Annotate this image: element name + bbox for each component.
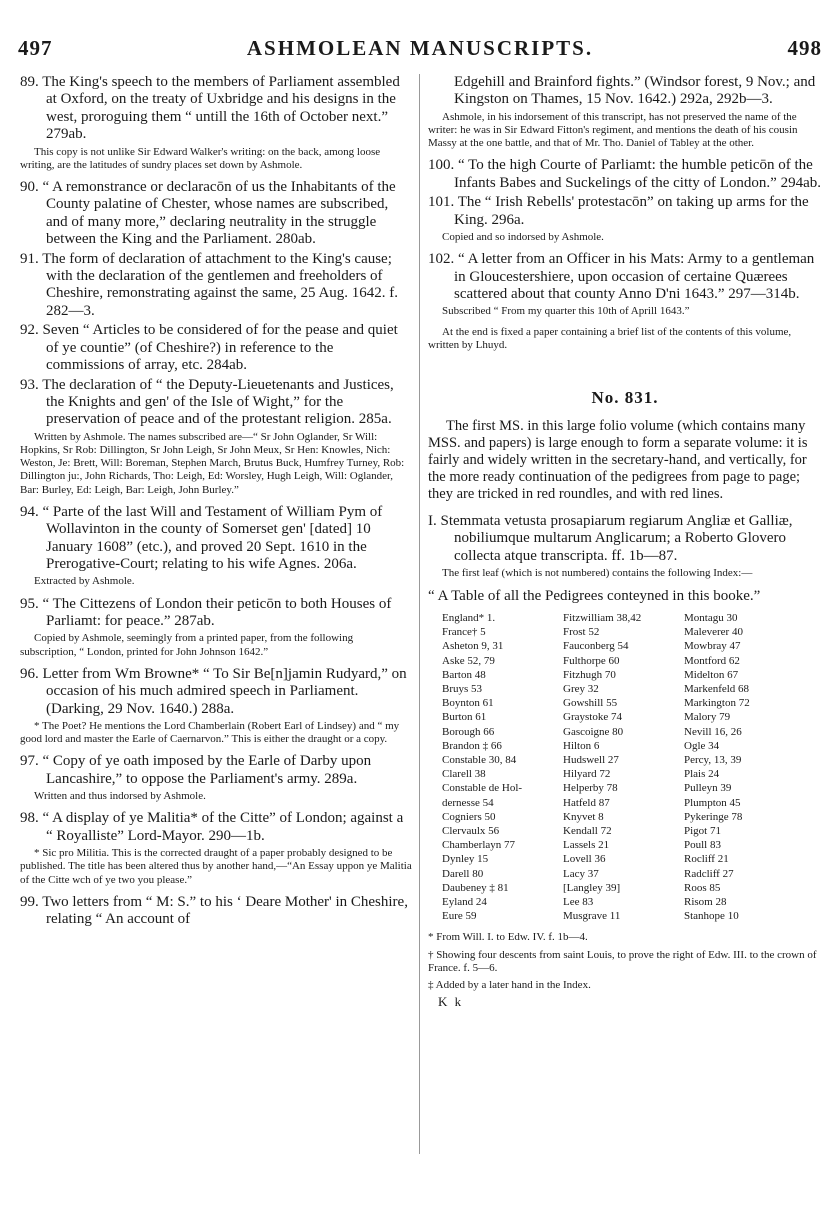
index-entry: Daubeney ‡ 81 [442, 881, 509, 894]
left-entry-7: 94. “ Parte of the last Will and Testament of William Pym of Wollavinton in the county of Somerset gen' [dated] 10 January 1608” (etc.), and proved 20 Sept. 1610 in the Prerogative-Court; relating to his wife Agnes. 206a. [20, 503, 383, 572]
index-entry: Musgrave 11 [563, 910, 621, 923]
left-entry-11: 96. Letter from Wm Browne* “ To Sir Be[n]jamin Rudyard,” on occasion of his much admired speech in Parliament. (Darking, 29 Nov. 1640.) 288a. [20, 665, 407, 717]
index-table-title: “ A Table of all the Pedigrees conteyned in this booke.” [428, 587, 761, 604]
index-entry: Darell 80 [442, 867, 484, 880]
left-entry-17: 99. Two letters from “ M: S.” to his ‘ Deare Mother' in Cheshire, relating “ An account of [20, 893, 408, 928]
index-entry: Clervaulx 56 [442, 824, 500, 837]
index-entry: Lacy 37 [563, 867, 599, 880]
index-entry: Fauconberg 54 [563, 640, 629, 653]
index-entry: Kendall 72 [563, 824, 612, 837]
index-entry: Pulleyn 39 [684, 782, 732, 795]
index-entry: Malory 79 [684, 711, 731, 724]
index-entry: Helperby 78 [563, 782, 618, 795]
index-entry: [Langley 39] [563, 881, 621, 894]
index-entry: Grey 32 [563, 682, 599, 695]
left-note-1: This copy is not unlike Sir Edward Walker's writing: on the back, among loose writing, are the latitudes of sundry places set down by Ashmole. [20, 145, 381, 171]
pedigree-index [442, 611, 822, 923]
index-entry: Lovell 36 [563, 853, 606, 866]
left-entry-4: 92. Seven “ Articles to be considered of for the pease and quiet of ye countie” (of Cheshire?) in reference to the commissions of array, etc. 284ab. [20, 322, 398, 374]
left-note-10: Copied by Ashmole, seemingly from a printed paper, from the following subscription, “ London, printed for John Johnson 1642.” [20, 632, 354, 658]
index-entry: Hudswell 27 [563, 753, 619, 766]
left-note-16: * Sic pro Militia. This is the corrected draught of a paper probably designed to be published. The title has been altered thus by another hand,—“An Essay uppon ye Malitia of the Citte wch of ye two you please.” [20, 847, 412, 886]
footnotes [428, 931, 822, 992]
index-entry: Ogle 34 [684, 739, 720, 752]
index-entry: Constable 30, 84 [442, 753, 517, 766]
index-entry: Pigot 71 [684, 824, 721, 837]
item-stemmata-note: The first leaf (which is not numbered) contains the following Index:— [442, 567, 753, 580]
index-entry: Radcliff 27 [684, 867, 734, 880]
left-note-6: Written by Ashmole. The names subscribed are—“ Sr John Oglander, Sr Will: Hopkins, Sr Rob: Dillington, Sr John Leigh, Sr John Meux, Sr Hen: Knowles, Nich: Weston, Je: Brett, Will: Boreman, Stephen March, Brutus Buck, Humfrey Turney, Rob: Dillington ju:, John Richards, Tho: Leigh, Ed: Worsley, Hugh Leigh, Will: Oglander, Bar: Burley, Ed: Leigh, Bar: Leigh, John Burley.” [20, 430, 405, 496]
index-column-1 [442, 611, 563, 923]
index-entry: Eure 59 [442, 910, 477, 923]
left-entry-0: 89. The King's speech to the members of Parliament assembled at Oxford, on the treaty of Uxbridge and his designs in the west, proroguing them “ untill the 16th of October next.” 279ab. [20, 74, 400, 143]
index-entry: dernesse 54 [442, 796, 494, 809]
index-entry: Plumpton 45 [684, 796, 741, 809]
index-entry: Knyvet 8 [563, 810, 604, 823]
index-entry: Plais 24 [684, 768, 720, 781]
column-divider [419, 74, 420, 1154]
signature-mark: K k [438, 994, 464, 1010]
index-entry: Hatfeld 87 [563, 796, 610, 809]
index-entry: Asheton 9, 31 [442, 640, 504, 653]
running-header [18, 36, 822, 66]
left-column [20, 74, 412, 931]
index-entry: Hilton 6 [563, 739, 600, 752]
index-entry: Maleverer 40 [684, 626, 743, 639]
index-entry: Percy, 13, 39 [684, 753, 742, 766]
index-entry: Burton 61 [442, 711, 487, 724]
index-entry: Fulthorpe 60 [563, 654, 620, 667]
index-entry: Rocliff 21 [684, 853, 729, 866]
index-entry: Lee 83 [563, 895, 594, 908]
index-entry: Nevill 16, 26 [684, 725, 742, 738]
left-entry-13: 97. “ Copy of ye oath imposed by the Earle of Darby upon Lancashire,” to oppose the Parliament's army. 289a. [20, 753, 372, 787]
left-entry-3: 91. The form of declaration of attachment to the King's cause; with the declaration of the gentlemen and freeholders of Cheshire, remonstrating against the same, 25 Aug. 1642. f. 282—3. [20, 250, 399, 319]
page-number-right: 498 [787, 36, 822, 60]
index-entry: Boynton 61 [442, 697, 494, 710]
section-heading-no831: No. 831. [591, 388, 659, 408]
index-entry: Lassels 21 [563, 839, 610, 852]
footnote-1: † Showing four descents from saint Louis, to prove the right of Edw. III. to the crown of France. f. 5—6. [428, 948, 817, 974]
right-column-entries [428, 74, 822, 352]
left-note-8: Extracted by Ashmole. [34, 575, 135, 588]
index-entry: Borough 66 [442, 725, 495, 738]
right-column [428, 74, 822, 1010]
left-entry-9: 95. “ The Cittezens of London their peticōn to both Houses of Parliamt: for peace.” 287ab. [20, 595, 392, 629]
index-entry: England* 1. [442, 611, 496, 624]
right-note-7: At the end is fixed a paper containing a brief list of the contents of this volume, written by Lhuyd. [428, 325, 792, 351]
index-entry: Clarell 38 [442, 768, 486, 781]
index-entry: Gowshill 55 [563, 697, 618, 710]
index-entry: Mowbray 47 [684, 640, 741, 653]
index-entry: Bruys 53 [442, 682, 483, 695]
left-entry-2: 90. “ A remonstrance or declaracōn of us the Inhabitants of the County palatine of Chester, whose names are subscribed, and of many more,” declaring neutrality in the struggle between the King and the Parliament. 280ab. [20, 179, 396, 248]
index-entry: Dynley 15 [442, 853, 489, 866]
running-title: ASHMOLEAN MANUSCRIPTS. [246, 36, 594, 60]
index-entry: Pykeringe 78 [684, 810, 743, 823]
item-stemmata: I. Stemmata vetusta prosapiarum regiarum Angliæ et Galliæ, nobiliumque multarum Anglicarum; a Roberto Glovero collecta atque transcripta. ff. 1b—87. [428, 513, 793, 564]
index-entry: Aske 52, 79 [442, 654, 495, 667]
left-entry-15: 98. “ A display of ye Malitia* of the Citte” of London; against a “ Royalliste” Lord-Mayor. 290—1b. [20, 810, 404, 844]
index-entry: Hilyard 72 [563, 768, 611, 781]
right-note-6: Subscribed “ From my quarter this 10th of Aprill 1643.” [442, 305, 690, 318]
index-entry: Chamberlayn 77 [442, 839, 516, 852]
index-entry: Poull 83 [684, 839, 721, 852]
index-entry: Eyland 24 [442, 895, 487, 908]
index-entry: Midelton 67 [684, 668, 739, 681]
index-entry: Fitzwilliam 38,42 [563, 611, 642, 624]
index-entry: Roos 85 [684, 881, 721, 894]
index-entry: Markington 72 [684, 697, 750, 710]
index-entry: Markenfeld 68 [684, 682, 750, 695]
index-entry: Frost 52 [563, 626, 600, 639]
index-entry: Montagu 30 [684, 611, 738, 624]
left-note-12: * The Poet? He mentions the Lord Chamberlain (Robert Earl of Lindsey) and “ my good lord and master the Earle of Caernarvon.” This is either the draught or a copy. [20, 720, 400, 746]
index-entry: Risom 28 [684, 895, 727, 908]
index-column-3 [684, 611, 799, 923]
left-entry-5: 93. The declaration of “ the Deputy-Lieuetenants and Justices, the Knights and gen' of the Isle of Wight,” for the preservation of peace and of the protestant religion. 285a. [20, 376, 394, 428]
right-cont-0: Edgehill and Brainford fights.” (Windsor forest, 9 Nov.; and Kingston on Thames, 15 Nov. 1642.) 292a, 292b—3. [454, 74, 816, 108]
footnote-0: * From Will. I. to Edw. IV. f. 1b—4. [428, 931, 588, 944]
page-number-left: 497 [18, 36, 53, 60]
index-entry: Fitzhugh 70 [563, 668, 616, 681]
manuscript-description: The first MS. in this large folio volume (which contains many MSS. and papers) is large enough to form a separate volume: it is fairly and widely written in the secretary-hand, and vertically, for the more ready continuation of the pedigrees from page to page; they are tricked in red roundles, and with red lines. [428, 418, 808, 503]
right-note-1: Ashmole, in his indorsement of this transcript, has not preserved the name of the writer: he was in Sir Edward Fitton's regiment, and mentions the death of his cousin Massy at the one battle, and that of Mr. Tho. Daniel of Tabley at the other. [428, 110, 798, 150]
index-entry: Gascoigne 80 [563, 725, 624, 738]
index-entry: Montford 62 [684, 654, 740, 667]
index-entry: Graystoke 74 [563, 711, 622, 724]
right-entry-3: 101. The “ Irish Rebells' protestacōn” on taking up arms for the King. 296a. [428, 194, 809, 228]
index-entry: Stanhope 10 [684, 910, 739, 923]
index-entry: Constable de Hol- [442, 782, 523, 795]
index-entry: France† 5 [442, 626, 486, 639]
index-entry: Brandon ‡ 66 [442, 739, 502, 752]
index-entry: Cogniers 50 [442, 810, 496, 823]
index-column-2 [563, 611, 684, 923]
left-note-14: Written and thus indorsed by Ashmole. [34, 790, 206, 803]
index-entry: Barton 48 [442, 668, 486, 681]
right-entry-5: 102. “ A letter from an Officer in his Mats: Army to a gentleman in Gloucestershiere, upon occasion of certaine Quærees scattered about that county Anno D'ni 1643.” 297—314b. [428, 251, 815, 303]
right-note-4: Copied and so indorsed by Ashmole. [442, 231, 604, 244]
footnote-2: ‡ Added by a later hand in the Index. [428, 978, 591, 991]
right-entry-2: 100. “ To the high Courte of Parliamt: the humble peticōn of the Infants Babes and Suckelings of the citty of London.” 294ab. [428, 157, 822, 191]
